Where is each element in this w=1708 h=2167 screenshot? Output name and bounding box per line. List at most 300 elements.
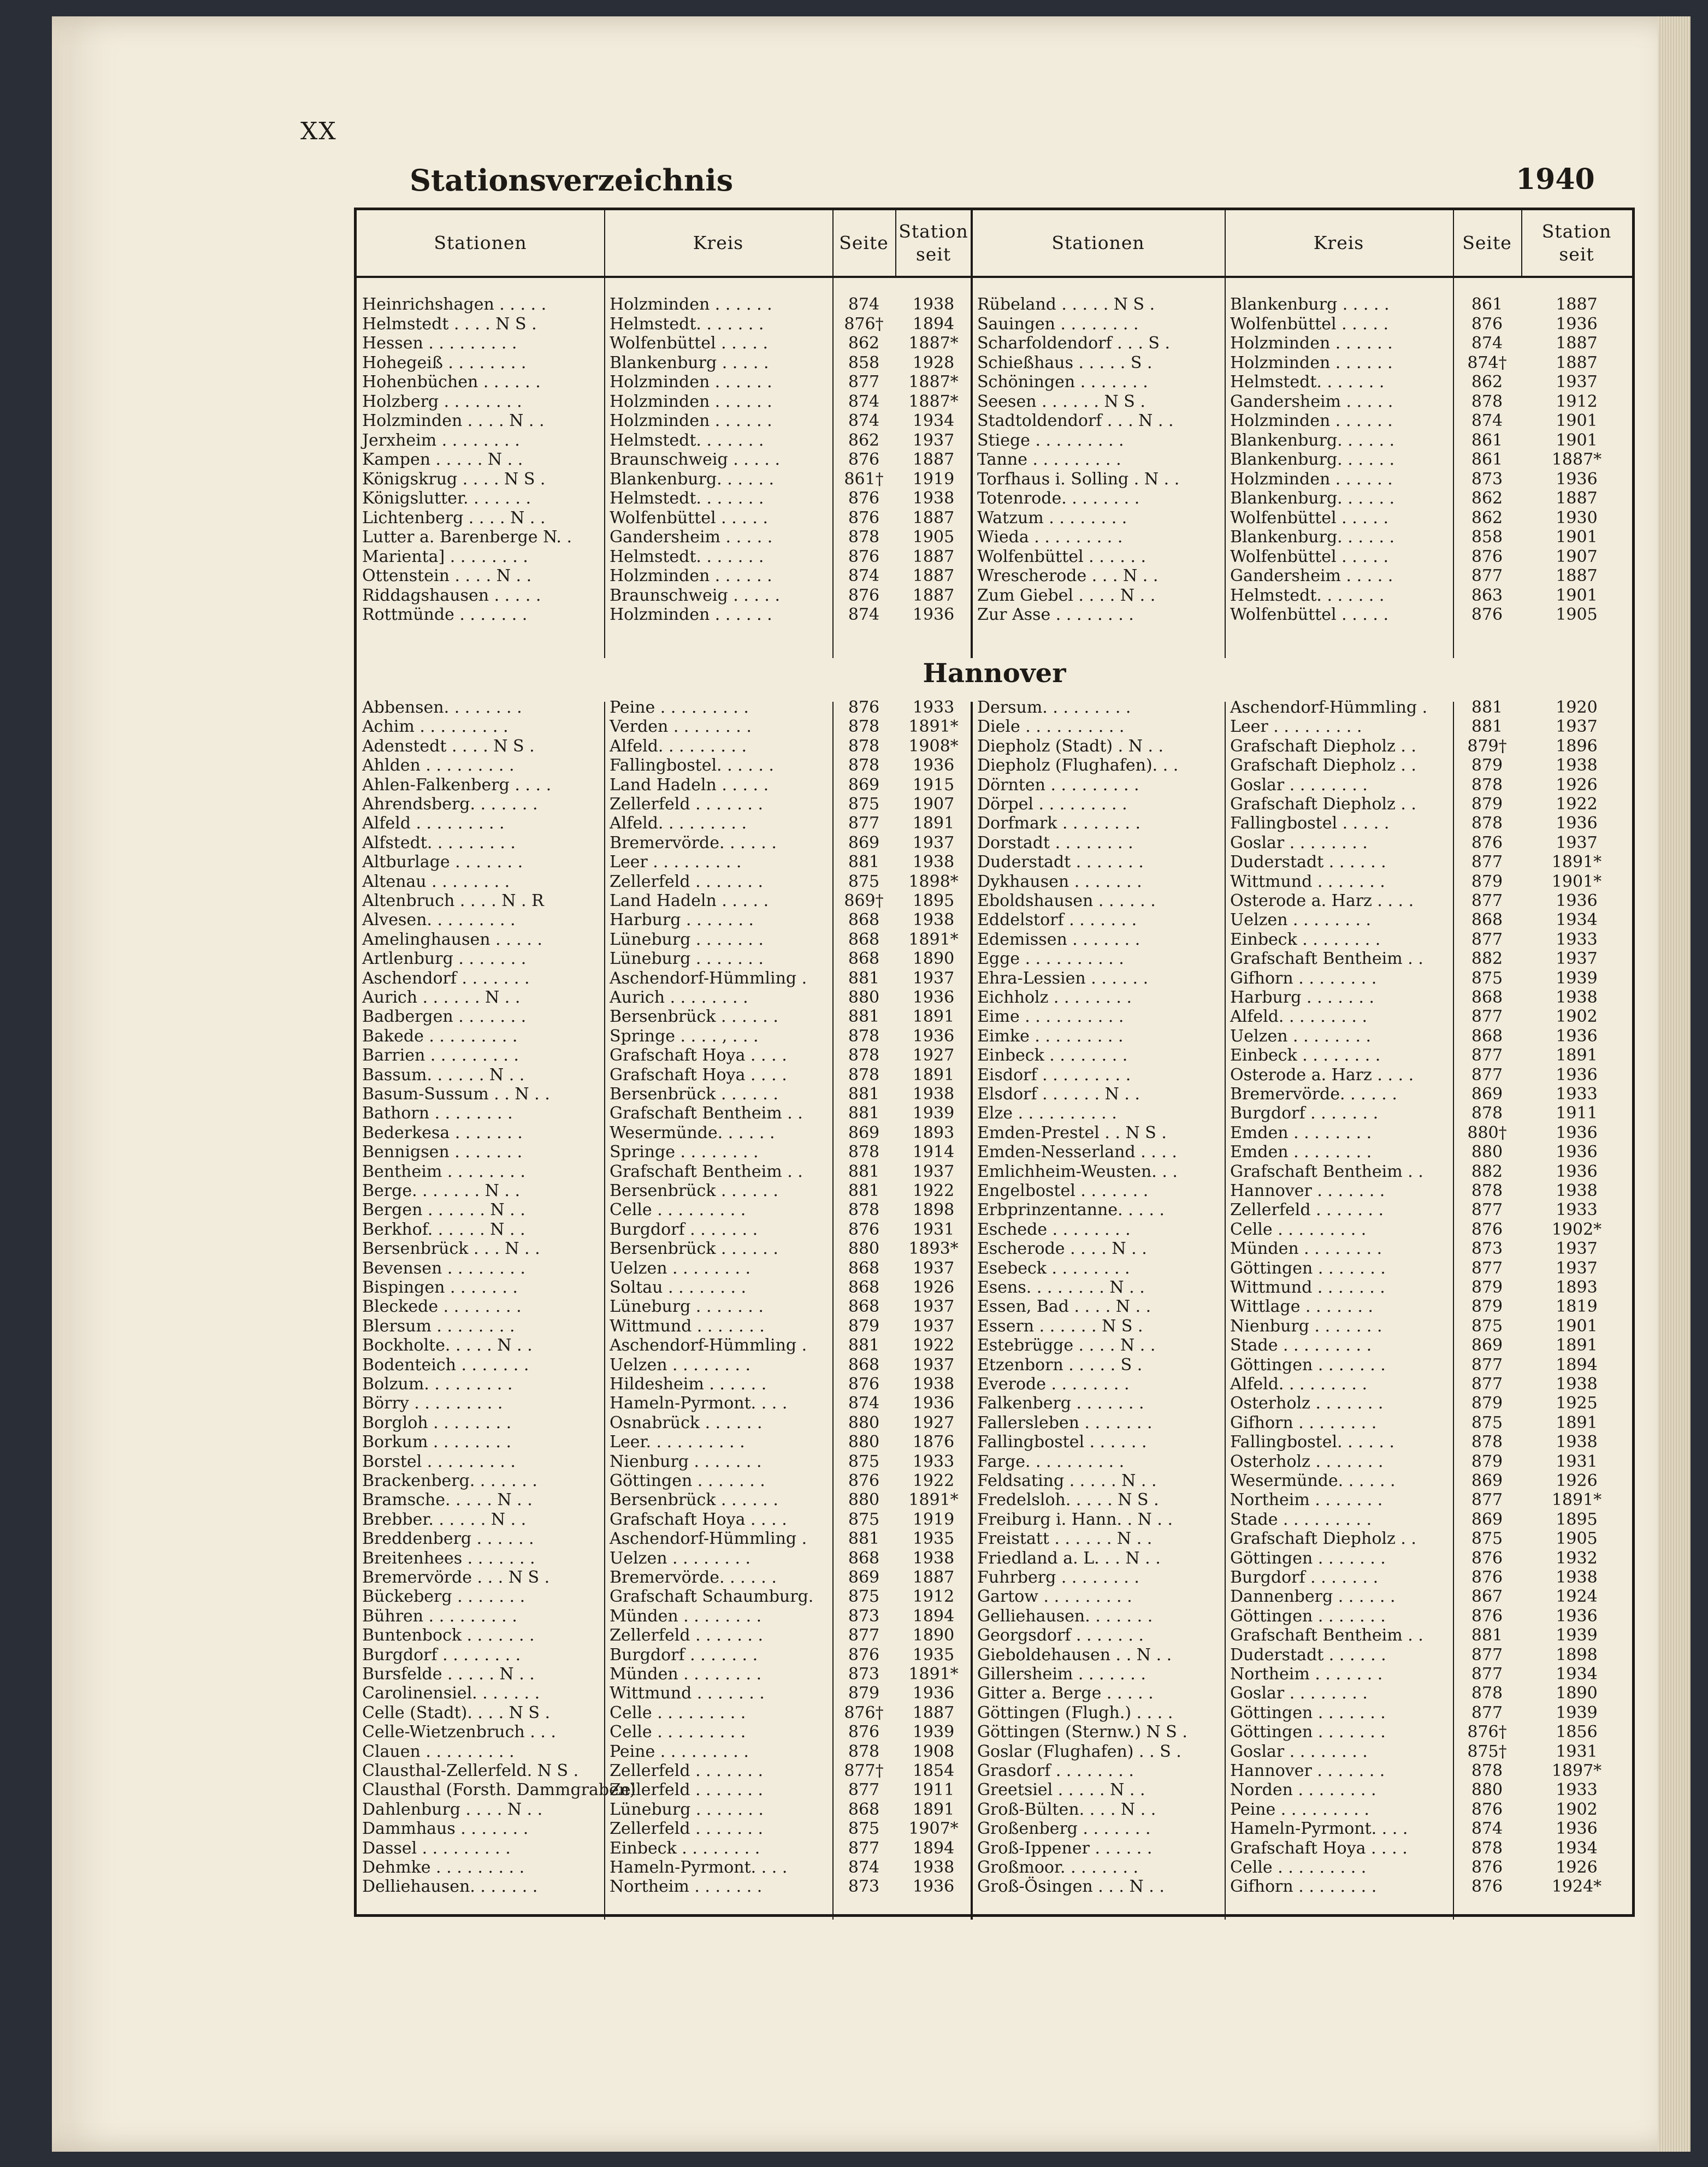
kreis-name: Einbeck . . . . . . . . <box>1230 1046 1381 1065</box>
kreis-name: Zellerfeld . . . . . . . <box>610 872 764 891</box>
station-name: Bispingen . . . . . . . <box>362 1278 518 1297</box>
kreis-name: Gandersheim . . . . . <box>1230 392 1393 411</box>
seite-value: 876 <box>1471 1568 1503 1587</box>
station-seit-value: 1887 <box>1556 489 1598 508</box>
station-name: Friedland a. L. . . N . . <box>977 1548 1161 1568</box>
kreis-name: Grafschaft Schaumburg. <box>610 1587 814 1607</box>
kreis-name: Stade . . . . . . . . . <box>1230 1509 1372 1529</box>
seite-value: 873 <box>848 1606 880 1626</box>
kreis-name: Braunschweig . . . . . <box>610 450 781 469</box>
kreis-name: Alfeld. . . . . . . . . <box>1230 1007 1368 1027</box>
station-name: Eimke . . . . . . . . . <box>977 1026 1124 1046</box>
kreis-name: Grafschaft Bentheim . . <box>1230 1162 1423 1181</box>
station-seit-value: 1920 <box>1556 698 1598 717</box>
station-seit-value: 1938 <box>1556 1181 1598 1200</box>
station-seit-value: 1937 <box>1556 1258 1598 1278</box>
station-seit-value: 1932 <box>1556 1548 1598 1568</box>
seite-value: 879 <box>1471 756 1503 775</box>
station-seit-value: 1901 <box>1556 411 1598 430</box>
station-seit-value: 1939 <box>1556 968 1598 988</box>
seite-value: 876 <box>848 489 880 508</box>
station-seit-value: 1887 <box>1556 295 1598 314</box>
station-seit-value: 1934 <box>1556 910 1598 930</box>
station-name: Edemissen . . . . . . . <box>977 929 1140 949</box>
seite-value: 876 <box>1471 1799 1503 1819</box>
kreis-name: Uelzen . . . . . . . . <box>610 1258 751 1278</box>
seite-value: 876 <box>848 1645 880 1665</box>
table-row <box>357 431 1632 450</box>
station-name: Königslutter. . . . . . . <box>362 489 531 508</box>
station-seit-value: 1937 <box>1556 949 1598 969</box>
seite-value: 877 <box>848 1780 880 1800</box>
kreis-name: Braunschweig . . . . . <box>610 585 781 605</box>
table-row <box>357 1877 1632 1896</box>
table-row <box>357 392 1632 411</box>
seite-value: 875 <box>1471 1529 1503 1549</box>
table-row <box>357 737 1632 756</box>
kreis-name: Gifhorn . . . . . . . . <box>1230 1877 1377 1897</box>
station-seit-value: 1939 <box>912 1722 955 1742</box>
seite-value: 876 <box>848 450 880 469</box>
seite-value: 869 <box>1471 1085 1503 1104</box>
seite-value: 878 <box>1471 814 1503 833</box>
seite-value: 869† <box>844 891 884 910</box>
kreis-name: Gandersheim . . . . . <box>1230 566 1393 585</box>
kreis-name: Wolfenbüttel . . . . . <box>1230 314 1388 334</box>
seite-value: 875 <box>848 795 880 814</box>
station-name: Eboldshausen . . . . . . <box>977 891 1156 910</box>
table-row <box>357 1413 1632 1432</box>
seite-value: 879 <box>1471 872 1503 891</box>
station-name: Carolinensiel. . . . . . . <box>362 1684 540 1703</box>
table-row <box>357 1297 1632 1316</box>
seite-value: 869 <box>848 775 880 795</box>
kreis-name: Harburg . . . . . . . <box>610 910 754 930</box>
header-seite-left: Seite <box>839 232 889 253</box>
kreis-name: Bersenbrück . . . . . . <box>610 1007 778 1027</box>
table-row <box>357 1181 1632 1200</box>
kreis-name: Einbeck . . . . . . . . <box>610 1838 760 1858</box>
station-seit-value: 1891* <box>908 1490 959 1510</box>
seite-value: 881 <box>1471 1626 1503 1645</box>
station-name: Alfeld . . . . . . . . . <box>362 814 505 833</box>
kreis-name: Emden . . . . . . . . <box>1230 1142 1372 1162</box>
table-row <box>357 605 1632 624</box>
seite-value: 876 <box>848 1471 880 1490</box>
station-name: Bakede . . . . . . . . . <box>362 1026 518 1046</box>
seite-value: 876 <box>1471 1606 1503 1626</box>
table-row <box>357 988 1632 1007</box>
station-seit-value: 1936 <box>1556 1026 1598 1046</box>
station-seit-value: 1901 <box>1556 528 1598 547</box>
station-name: Dörnten . . . . . . . . . <box>977 775 1139 795</box>
station-seit-value: 1937 <box>912 1162 955 1181</box>
station-name: Diepholz (Flughafen). . . <box>977 756 1179 775</box>
station-name: Bremervörde . . . N S . <box>362 1568 550 1587</box>
seite-value: 878 <box>848 1046 880 1065</box>
seite-value: 868 <box>848 1258 880 1278</box>
station-name: Torfhaus i. Solling . N . . <box>977 469 1180 489</box>
station-name: Escherode . . . . N . . <box>977 1239 1147 1259</box>
seite-value: 878 <box>1471 1761 1503 1780</box>
seite-value: 878 <box>1471 392 1503 411</box>
seite-value: 877† <box>844 1761 884 1780</box>
station-seit-value: 1894 <box>912 1606 955 1626</box>
station-name: Freiburg i. Hann. . N . . <box>977 1509 1173 1529</box>
seite-value: 874 <box>1471 411 1503 430</box>
seite-value: 867 <box>1471 1587 1503 1607</box>
seite-value: 878 <box>848 1200 880 1220</box>
station-seit-value: 1936 <box>1556 469 1598 489</box>
station-seit-value: 1937 <box>912 1297 955 1317</box>
table-row <box>357 1587 1632 1606</box>
seite-value: 868 <box>1471 1026 1503 1046</box>
station-seit-value: 1897* <box>1551 1761 1602 1780</box>
table-row <box>357 1104 1632 1123</box>
station-seit-value: 1891 <box>1556 1046 1598 1065</box>
kreis-name: Osterholz . . . . . . . <box>1230 1394 1384 1413</box>
seite-value: 862 <box>848 334 880 353</box>
station-name: Hohegeiß . . . . . . . . <box>362 353 527 372</box>
station-seit-value: 1936 <box>1556 1123 1598 1142</box>
table-row <box>357 1780 1632 1799</box>
kreis-name: Holzminden . . . . . . <box>1230 469 1393 489</box>
table-row <box>357 1626 1632 1645</box>
station-name: Ottenstein . . . . N . . <box>362 566 532 585</box>
station-seit-value: 1891* <box>908 717 959 737</box>
station-seit-value: 1902 <box>1556 1007 1598 1027</box>
kreis-name: Münden . . . . . . . . <box>610 1606 762 1626</box>
seite-value: 874 <box>848 392 880 411</box>
station-name: Dörpel . . . . . . . . . <box>977 795 1127 814</box>
kreis-name: Uelzen . . . . . . . . <box>610 1548 751 1568</box>
seite-value: 874† <box>1467 353 1507 372</box>
table-row <box>357 1684 1632 1703</box>
station-seit-value: 1936 <box>1556 314 1598 334</box>
table-row <box>357 1085 1632 1104</box>
station-name: Bleckede . . . . . . . . <box>362 1297 522 1317</box>
table-row <box>357 1432 1632 1452</box>
station-name: Stadtoldendorf . . . N . . <box>977 411 1174 430</box>
seite-value: 868 <box>848 1297 880 1317</box>
station-name: Dammhaus . . . . . . . <box>362 1819 529 1839</box>
kreis-name: Leer . . . . . . . . . <box>1230 717 1362 737</box>
table-row <box>357 795 1632 814</box>
kreis-name: Nienburg . . . . . . . <box>1230 1316 1382 1336</box>
seite-value: 880† <box>1467 1123 1507 1142</box>
station-name: Helmstedt . . . . N S . <box>362 314 537 334</box>
station-seit-value: 1819 <box>1556 1297 1598 1317</box>
station-name: Wieda . . . . . . . . . <box>977 528 1123 547</box>
seite-value: 878 <box>848 1142 880 1162</box>
seite-value: 861 <box>1471 295 1503 314</box>
kreis-name: Wittmund . . . . . . . <box>610 1684 765 1703</box>
seite-value: 881 <box>1471 717 1503 737</box>
table-row <box>357 528 1632 547</box>
table-row <box>357 1858 1632 1877</box>
kreis-name: Helmstedt. . . . . . . <box>1230 372 1385 392</box>
seite-value: 879 <box>1471 1297 1503 1317</box>
table-row <box>357 949 1632 968</box>
seite-value: 877 <box>1471 1490 1503 1510</box>
station-name: Bolzum. . . . . . . . . <box>362 1375 513 1394</box>
seite-value: 875 <box>1471 1413 1503 1432</box>
station-seit-value: 1937 <box>1556 1239 1598 1259</box>
header-stationen-right: Stationen <box>1051 232 1145 253</box>
station-name: Dassel . . . . . . . . . <box>362 1838 511 1858</box>
station-name: Estebrügge . . . . N . . <box>977 1336 1156 1355</box>
station-name: Abbensen. . . . . . . . <box>362 698 522 717</box>
kreis-name: Aschendorf-Hümmling . <box>610 968 807 988</box>
station-name: Goslar (Flughafen) . . S . <box>977 1742 1181 1761</box>
seite-value: 878 <box>1471 1432 1503 1452</box>
station-name: Totenrode. . . . . . . . <box>977 489 1140 508</box>
seite-value: 876† <box>844 1703 884 1722</box>
kreis-name: Burgdorf . . . . . . . <box>610 1645 758 1665</box>
station-seit-value: 1919 <box>912 469 955 489</box>
station-seit-value: 1901* <box>1551 872 1602 891</box>
seite-value: 880 <box>848 1490 880 1510</box>
station-seit-value: 1937 <box>1556 372 1598 392</box>
seite-value: 876 <box>1471 1877 1503 1897</box>
station-name: Emlichheim-Weusten. . . <box>977 1162 1178 1181</box>
kreis-name: Bremervörde. . . . . . <box>1230 1085 1397 1104</box>
station-seit-value: 1939 <box>1556 1703 1598 1722</box>
station-seit-value: 1901 <box>1556 585 1598 605</box>
seite-value: 873 <box>1471 469 1503 489</box>
table-row <box>357 1046 1632 1065</box>
kreis-name: Celle . . . . . . . . . <box>610 1200 746 1220</box>
station-name: Bennigsen . . . . . . . <box>362 1142 523 1162</box>
kreis-name: Grafschaft Diepholz . . <box>1230 736 1416 756</box>
station-seit-value: 1887* <box>908 372 959 392</box>
kreis-name: Norden . . . . . . . . <box>1230 1780 1376 1800</box>
seite-value: 877 <box>1471 929 1503 949</box>
station-name: Elsdorf . . . . . . N . . <box>977 1085 1140 1104</box>
table-row <box>357 872 1632 891</box>
station-name: Gillersheim . . . . . . . <box>977 1665 1146 1684</box>
station-name: Fallingbostel . . . . . . <box>977 1432 1147 1452</box>
table-row <box>357 1375 1632 1394</box>
kreis-name: Hannover . . . . . . . <box>1230 1761 1385 1780</box>
seite-value: 868 <box>848 1278 880 1297</box>
seite-value: 878 <box>1471 1684 1503 1703</box>
station-seit-value: 1931 <box>1556 1742 1598 1761</box>
seite-value: 875 <box>848 1819 880 1839</box>
station-seit-value: 1938 <box>912 852 955 872</box>
kreis-name: Grafschaft Bentheim . . <box>610 1104 803 1123</box>
table-row <box>357 1490 1632 1509</box>
station-name: Bassum. . . . . . N . . <box>362 1065 525 1085</box>
station-seit-value: 1894 <box>912 314 955 334</box>
kreis-name: Blankenburg . . . . . <box>1230 295 1390 314</box>
book-page <box>52 16 1691 2152</box>
seite-value: 876 <box>848 1219 880 1239</box>
station-name: Rottmünde . . . . . . . <box>362 605 528 624</box>
station-seit-value: 1931 <box>912 1219 955 1239</box>
table-row <box>357 295 1632 314</box>
station-name: Buntenbock . . . . . . . <box>362 1626 535 1645</box>
seite-value: 874 <box>848 566 880 585</box>
seite-value: 877 <box>848 372 880 392</box>
kreis-name: Holzminden . . . . . . <box>610 295 772 314</box>
station-name: Riddagshausen . . . . . <box>362 585 541 605</box>
kreis-name: Holzminden . . . . . . <box>610 411 772 430</box>
kreis-name: Grafschaft Hoya . . . . <box>610 1509 787 1529</box>
station-seit-value: 1933 <box>912 698 955 717</box>
station-seit-value: 1938 <box>912 1085 955 1104</box>
seite-value: 873 <box>848 1665 880 1684</box>
seite-value: 876 <box>848 547 880 566</box>
station-seit-value: 1887 <box>912 1703 955 1722</box>
kreis-name: Aschendorf-Hümmling . <box>610 1336 807 1355</box>
station-name: Emden-Nesserland . . . . <box>977 1142 1177 1162</box>
station-seit-value: 1926 <box>1556 1858 1598 1877</box>
seite-value: 875 <box>848 872 880 891</box>
kreis-name: Blankenburg . . . . . <box>610 353 769 372</box>
station-seit-value: 1911 <box>1556 1104 1598 1123</box>
header-seit-line1: Station <box>1541 221 1612 242</box>
seite-value: 881 <box>848 1529 880 1549</box>
table-row <box>357 315 1632 334</box>
station-seit-value: 1933 <box>1556 1085 1598 1104</box>
station-seit-value: 1902 <box>1556 1799 1598 1819</box>
kreis-name: Peine . . . . . . . . . <box>610 698 749 717</box>
seite-value: 875 <box>848 1587 880 1607</box>
seite-value: 881 <box>848 1007 880 1027</box>
kreis-name: Land Hadeln . . . . . <box>610 775 769 795</box>
table-row <box>357 1722 1632 1742</box>
station-name: Breitenhees . . . . . . . <box>362 1548 535 1568</box>
seite-value: 879 <box>1471 1278 1503 1297</box>
kreis-name: Stade . . . . . . . . . <box>1230 1336 1372 1355</box>
station-name: Clausthal-Zellerfeld. N S . <box>362 1761 579 1780</box>
station-seit-value: 1936 <box>912 1877 955 1897</box>
kreis-name: Münden . . . . . . . . <box>1230 1239 1382 1259</box>
station-name: Eddelstorf . . . . . . . <box>977 910 1137 930</box>
kreis-name: Osnabrück . . . . . . <box>610 1413 763 1432</box>
station-seit-value: 1887 <box>912 450 955 469</box>
kreis-name: Celle . . . . . . . . . <box>1230 1858 1367 1877</box>
seite-value: 874 <box>848 1858 880 1877</box>
kreis-name: Grafschaft Bentheim . . <box>1230 949 1423 969</box>
table-row <box>357 1394 1632 1413</box>
station-seit-value: 1937 <box>912 833 955 852</box>
header-kreis-left: Kreis <box>693 232 744 253</box>
kreis-name: Bremervörde. . . . . . <box>610 833 777 852</box>
station-name: Tanne . . . . . . . . . <box>977 450 1121 469</box>
kreis-name: Fallingbostel. . . . . . <box>1230 1432 1394 1452</box>
station-name: Fallersleben . . . . . . . <box>977 1413 1153 1432</box>
station-name: Adenstedt . . . . N S . <box>362 736 535 756</box>
seite-value: 878 <box>1471 1181 1503 1200</box>
kreis-name: Wolfenbüttel . . . . . <box>1230 508 1388 528</box>
seite-value: 868 <box>848 1548 880 1568</box>
station-seit-value: 1931 <box>1556 1452 1598 1471</box>
seite-value: 882 <box>1471 949 1503 969</box>
table-row <box>357 334 1632 353</box>
station-name: Dorstadt . . . . . . . . <box>977 833 1133 852</box>
station-name: Gieboldehausen . . N . . <box>977 1645 1172 1665</box>
kreis-name: Celle . . . . . . . . . <box>1230 1219 1367 1239</box>
kreis-name: Leer. . . . . . . . . . <box>610 1432 745 1452</box>
station-name: Clauen . . . . . . . . . <box>362 1742 515 1761</box>
table-row <box>357 1162 1632 1181</box>
seite-value: 880 <box>848 1239 880 1259</box>
kreis-name: Fallingbostel. . . . . . <box>610 756 774 775</box>
kreis-name: Wesermünde. . . . . . <box>1230 1471 1396 1490</box>
kreis-name: Wolfenbüttel . . . . . <box>610 334 768 353</box>
seite-value: 881 <box>1471 698 1503 717</box>
station-seit-value: 1901 <box>1556 1316 1598 1336</box>
station-seit-value: 1936 <box>912 988 955 1007</box>
table-row <box>357 1742 1632 1761</box>
kreis-name: Aschendorf-Hümmling . <box>610 1529 807 1549</box>
kreis-name: Lüneburg . . . . . . . <box>610 929 764 949</box>
seite-value: 868 <box>1471 910 1503 930</box>
table-row <box>357 775 1632 795</box>
kreis-name: Osterode a. Harz . . . . <box>1230 1065 1414 1085</box>
seite-value: 874 <box>848 411 880 430</box>
kreis-name: Northeim . . . . . . . <box>1230 1665 1383 1684</box>
station-seit-value: 1935 <box>912 1645 955 1665</box>
station-name: Georgsdorf . . . . . . . <box>977 1626 1144 1645</box>
kreis-name: Dannenberg . . . . . . <box>1230 1587 1396 1607</box>
kreis-name: Grafschaft Diepholz . . <box>1230 756 1416 775</box>
kreis-name: Springe . . . . . . . . <box>610 1142 759 1162</box>
kreis-name: Goslar . . . . . . . . <box>1230 833 1368 852</box>
kreis-name: Holzminden . . . . . . <box>610 566 772 585</box>
seite-value: 868 <box>848 949 880 969</box>
kreis-name: Lüneburg . . . . . . . <box>610 949 764 969</box>
station-seit-value: 1893 <box>912 1123 955 1142</box>
station-name: Fuhrberg . . . . . . . . <box>977 1568 1139 1587</box>
station-seit-value: 1936 <box>1556 891 1598 910</box>
station-seit-value: 1915 <box>912 775 955 795</box>
seite-value: 873 <box>848 1877 880 1897</box>
station-name: Aurich . . . . . . N . . <box>362 988 521 1007</box>
station-seit-value: 1934 <box>1556 1665 1598 1684</box>
column-rule <box>1521 210 1522 276</box>
station-seit-value: 1891 <box>1556 1413 1598 1432</box>
station-name: Gelliehausen. . . . . . . <box>977 1606 1153 1626</box>
table-row <box>357 1239 1632 1258</box>
kreis-name: Helmstedt. . . . . . . <box>610 547 764 566</box>
kreis-name: Uelzen . . . . . . . . <box>1230 1026 1372 1046</box>
station-seit-value: 1927 <box>912 1046 955 1065</box>
seite-value: 861 <box>1471 450 1503 469</box>
station-seit-value: 1912 <box>912 1587 955 1607</box>
kreis-name: Gifhorn . . . . . . . . <box>1230 968 1377 988</box>
seite-value: 876 <box>1471 833 1503 852</box>
seite-value: 878 <box>848 1026 880 1046</box>
seite-value: 876 <box>848 1722 880 1742</box>
seite-value: 869 <box>1471 1471 1503 1490</box>
kreis-name: Holzminden . . . . . . <box>1230 334 1393 353</box>
table-row <box>357 1200 1632 1219</box>
station-seit-value: 1887 <box>912 566 955 585</box>
table-row <box>357 1452 1632 1471</box>
kreis-name: Göttingen . . . . . . . <box>1230 1355 1386 1375</box>
station-seit-value: 1937 <box>912 1258 955 1278</box>
station-name: Bersenbrück . . . N . . <box>362 1239 540 1259</box>
station-name: Bentheim . . . . . . . . <box>362 1162 525 1181</box>
kreis-name: Hildesheim . . . . . . <box>610 1375 767 1394</box>
kreis-name: Burgdorf . . . . . . . <box>1230 1104 1379 1123</box>
seite-value: 877 <box>848 1838 880 1858</box>
table-row <box>357 1839 1632 1858</box>
station-name: Breddenberg . . . . . . <box>362 1529 534 1549</box>
